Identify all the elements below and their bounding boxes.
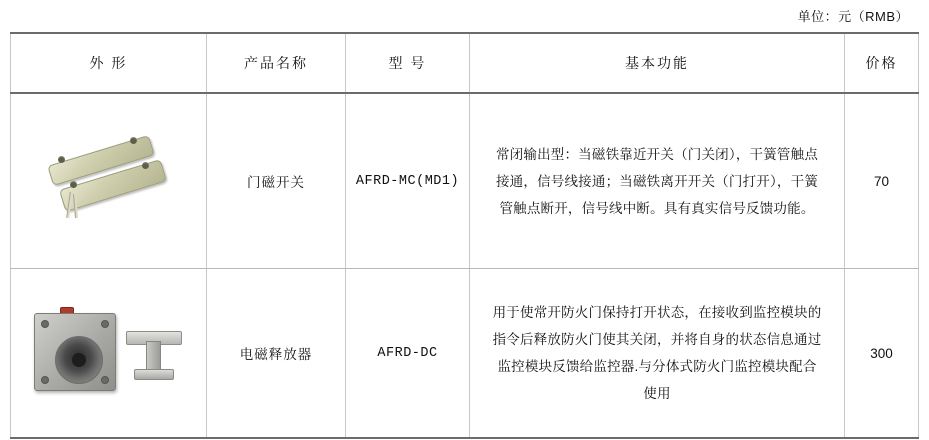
electromagnetic-release-photo xyxy=(11,269,206,437)
product-price: 300 xyxy=(845,269,919,439)
screw-icon xyxy=(58,156,65,163)
column-header-shape: 外 形 xyxy=(11,33,207,93)
product-shape-cell xyxy=(11,269,207,439)
screw-icon xyxy=(70,181,77,188)
screw-icon xyxy=(130,137,137,144)
mounting-hole-icon xyxy=(41,320,49,328)
door-magnetic-switch-photo xyxy=(11,94,206,268)
product-name: 电磁释放器 xyxy=(207,269,346,439)
unit-note: 单位：元（RMB） xyxy=(797,9,909,24)
column-header-price: 价格 xyxy=(845,33,919,93)
product-function: 用于使常开防火门保持打开状态，在接收到监控模块的指令后释放防火门使其关闭，并将自身的状态信息通过监控模块反馈给监控器.与分体式防火门监控模块配合使用 xyxy=(470,269,845,439)
table-header-row xyxy=(11,33,919,93)
product-name: 门磁开关 xyxy=(207,93,346,269)
mounting-hole-icon xyxy=(101,376,109,384)
door-switch-illustration xyxy=(34,134,184,229)
product-model: AFRD-DC xyxy=(346,269,470,439)
product-function: 常闭输出型：当磁铁靠近开关（门关闭），干簧管触点接通，信号线接通；当磁铁离开开关（门打开），干簧管触点断开，信号线中断。具有真实信号反馈功能。 xyxy=(470,93,845,269)
table-row xyxy=(11,269,919,439)
product-price-table xyxy=(10,32,919,439)
mounting-hole-icon xyxy=(101,320,109,328)
electromagnetic-release-illustration xyxy=(30,307,188,399)
product-shape-cell xyxy=(11,93,207,269)
table-body xyxy=(11,93,919,438)
magnet-body xyxy=(34,313,116,391)
magnet-coil xyxy=(55,336,103,384)
mounting-hole-icon xyxy=(41,376,49,384)
product-price: 70 xyxy=(845,93,919,269)
screw-icon xyxy=(142,162,149,169)
table-header xyxy=(11,33,919,93)
column-header-function: 基本功能 xyxy=(470,33,845,93)
product-model: AFRD-MC(MD1) xyxy=(346,93,470,269)
table-row xyxy=(11,93,919,269)
column-header-model: 型 号 xyxy=(346,33,470,93)
armature-base xyxy=(134,369,174,380)
column-header-product-name: 产品名称 xyxy=(207,33,346,93)
